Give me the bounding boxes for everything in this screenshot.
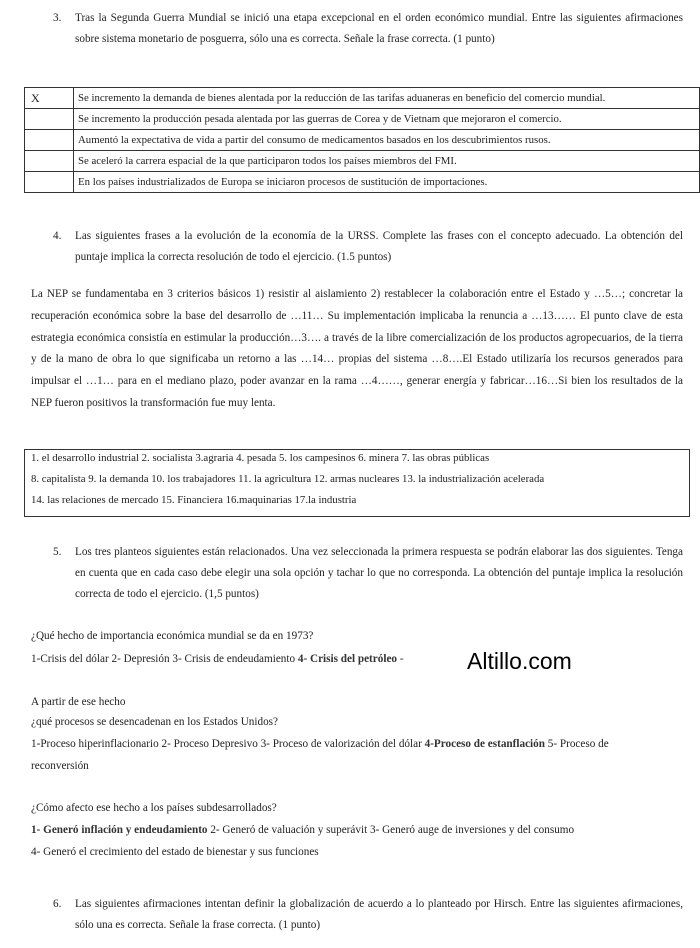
sub-answer-1 [31, 653, 683, 665]
table-row[interactable] [25, 109, 700, 130]
word-bank-row: 14. las relaciones de mercado 15. Financiera 16.maquinarias 17.la industria [31, 494, 357, 506]
sub-answer-3-cont: 4- Generó el crecimiento del estado de bienestar y sus funciones [31, 846, 319, 858]
question-number: 6. [53, 898, 62, 910]
table-row[interactable] [25, 151, 700, 172]
answer-option: En los países industrializados de Europa se iniciaron procesos de sustitución de importaciones. [74, 172, 700, 193]
answer-option: Se incremento la demanda de bienes alentada por la reducción de las tarifas aduaneras en beneficio del comercio mundial. [74, 88, 700, 109]
answer-options: 2- Generó de valuación y superávit 3- Generó auge de inversiones y del consumo [207, 824, 575, 836]
table-row[interactable] [25, 130, 700, 151]
question-text: Tras la Segunda Guerra Mundial se inició una etapa excepcional en el orden económico mundial. Entre las siguientes afirmaciones sobre sistema monetario de posguerra, sólo una es correcta. Señale la frase correcta. (1 punto) [75, 12, 683, 45]
question-5 [53, 542, 683, 608]
watermark-logo: Altillo.com [467, 648, 572, 674]
answer-mark[interactable] [25, 151, 74, 172]
answer-option: Se incremento la producción pesada alentada por las guerras de Corea y de Vietnam que mejoraron el comercio. [74, 109, 700, 130]
answer-options: 5- Proceso de [544, 738, 609, 750]
question-6 [53, 894, 683, 938]
question-text: Las siguientes afirmaciones intentan definir la globalización de acuerdo a lo planteado por Hirsch. Entre las siguientes afirmaciones, sólo una es correcta. Señale la frase correcta. (1 punto) [75, 898, 683, 931]
word-bank-row: 1. el desarrollo industrial 2. socialista 3.agraria 4. pesada 5. los campesinos 6. minera 7. las obras públicas [31, 452, 490, 464]
word-bank-row: 8. capitalista 9. la demanda 10. los trabajadores 11. la agricultura 12. armas nucleares 13. la industrialización acelerada [31, 473, 545, 485]
answer-mark[interactable] [25, 109, 74, 130]
question-text: Los tres planteos siguientes están relacionados. Una vez seleccionada la primera respuesta se podrán elaborar las dos siguientes. Tenga en cuenta que en cada caso debe elegir una sola opción y tachar lo que no corresponda. La obtención del puntaje implica la resolución correcta de todo el ejercicio. (1,5 puntos) [75, 546, 683, 600]
answer-options: - [397, 653, 404, 665]
sub-answer-2 [31, 738, 683, 750]
word-bank-box [24, 449, 690, 517]
answer-mark[interactable] [25, 130, 74, 151]
question-number: 3. [53, 12, 62, 24]
selected-answer[interactable]: 1- Generó inflación y endeudamiento [31, 824, 208, 836]
answer-options: 1-Crisis del dólar 2- Depresión 3- Crisis de endeudamiento [31, 653, 298, 665]
sub-answer-2-cont: reconversión [31, 760, 89, 772]
question-text: Las siguientes frases a la evolución de la economía de la URSS. Complete las frases con el concepto adecuado. La obtención del puntaje implica la correcta resolución de todo el ejercicio. (1.5 puntos) [75, 230, 683, 263]
question-4 [53, 226, 683, 270]
sub-question-1: ¿Qué hecho de importancia económica mundial se da en 1973? [31, 630, 314, 642]
table-row[interactable] [25, 172, 700, 193]
question-number: 4. [53, 230, 62, 242]
answer-mark[interactable] [25, 172, 74, 193]
answer-option: Aumentó la expectativa de vida a partir del consumo de medicamentos basados en los descubrimientos rusos. [74, 130, 700, 151]
answer-options-table [24, 87, 700, 193]
answer-options: 1-Proceso hiperinflacionario 2- Proceso Depresivo 3- Proceso de valorización del dólar [31, 738, 425, 750]
sub-intro-2: A partir de ese hecho [31, 696, 126, 708]
selected-answer[interactable]: 4-Proceso de estanflación [424, 738, 545, 750]
question-number: 5. [53, 546, 62, 558]
sub-question-2: ¿qué procesos se desencadenan en los Estados Unidos? [31, 716, 278, 728]
sub-answer-3 [31, 824, 683, 836]
selected-answer[interactable]: 4- Crisis del petróleo [297, 653, 398, 665]
sub-question-3: ¿Cómo afecto ese hecho a los países subdesarrollados? [31, 802, 277, 814]
answer-mark[interactable]: X [25, 88, 74, 109]
answer-option: Se aceleró la carrera espacial de la que participaron todos los países miembros del FMI. [74, 151, 700, 172]
table-row[interactable] [25, 88, 700, 109]
fill-in-paragraph: La NEP se fundamentaba en 3 criterios básicos 1) resistir al aislamiento 2) restablecer la colaboración entre el Estado y …5…; concretar la recuperación económica sobre la base del desarrollo de …11… Su implementación implicaba la renuncia a …13…… El punto clave de esta estrategia económica consistía en estimular la producción…3…. a través de la libre comercialización de los productos agropecuarios, de la tierra y de la mano de obra lo que significaba un retorno a las …14… propias del sistema …8….El Estado utilizaría los recursos generados para impulsar el …1… para en el mediano plazo, poder avanzar en la rama …4……, generar energía y fabricar…16…Si bien los resultados de la NEP fueron positivos la transformación fue muy lenta. [31, 288, 683, 409]
question-3 [53, 8, 683, 52]
